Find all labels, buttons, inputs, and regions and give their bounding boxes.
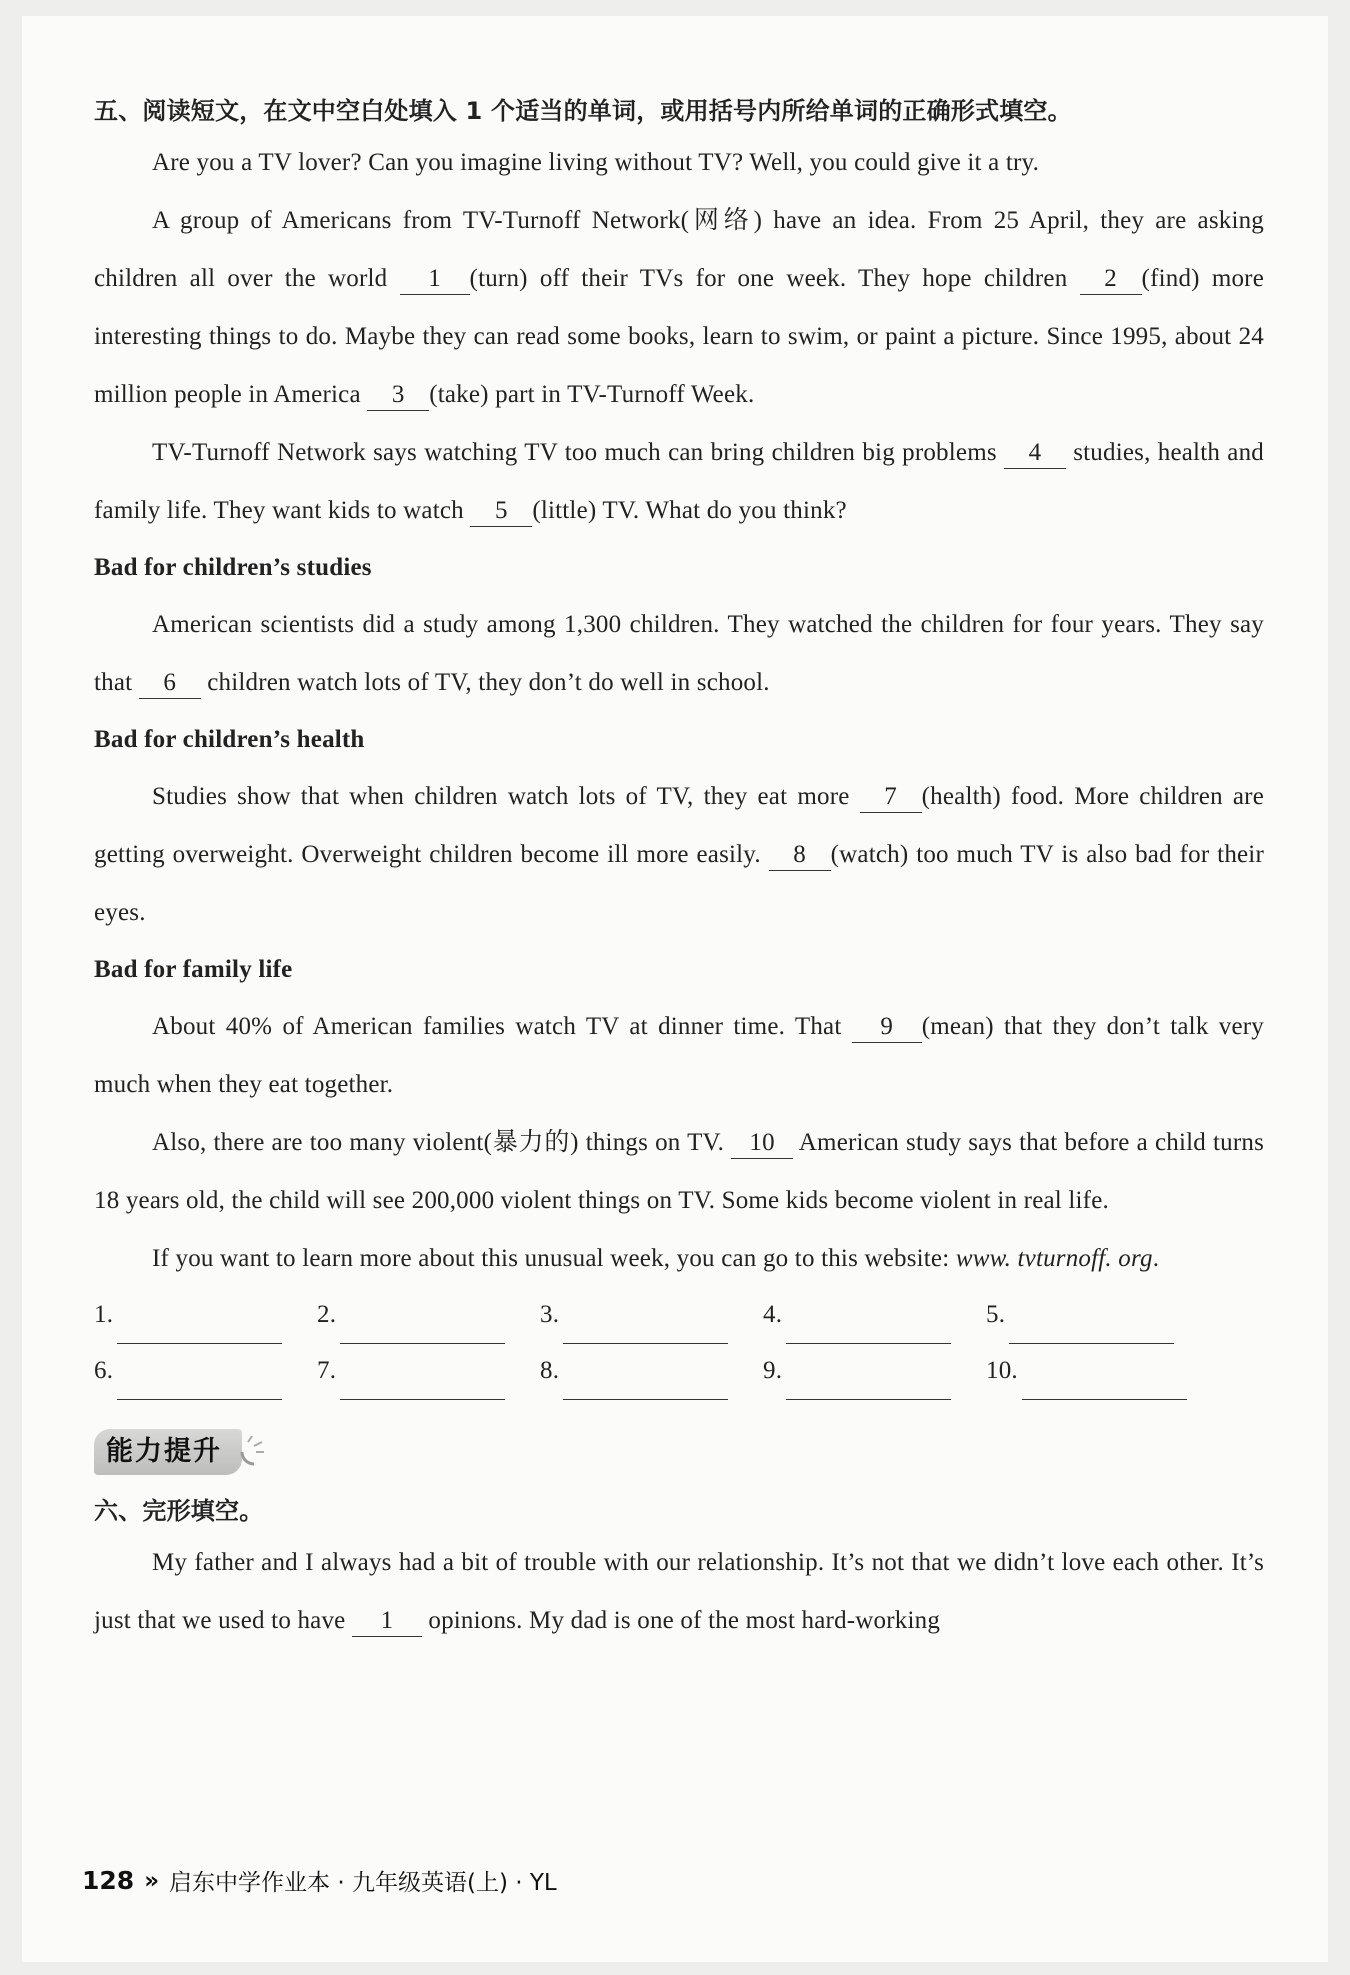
chevron-icon: » xyxy=(144,1867,160,1894)
answer-item: 4. xyxy=(763,1286,986,1344)
blank-9[interactable]: 9 xyxy=(852,1012,922,1043)
answer-item: 2. xyxy=(317,1286,540,1344)
answer-line[interactable] xyxy=(1009,1323,1174,1344)
cloze-blank-1[interactable]: 1 xyxy=(352,1606,422,1637)
ability-label: 能力提升 xyxy=(94,1429,242,1475)
paragraph-7: Also, there are too many violent(暴力的) things on TV. 10 American study says that before a child turns 18 years old, the child will see 200,000 violent things on TV. Some kids become violent in real life. xyxy=(94,1129,1264,1214)
answer-row-2 xyxy=(94,1344,1264,1400)
answer-row-1 xyxy=(94,1288,1264,1344)
section6-title: 六、完形填空。 xyxy=(94,1497,264,1525)
answer-item: 10. xyxy=(986,1342,1209,1400)
answer-item: 8. xyxy=(540,1342,763,1400)
answer-line[interactable] xyxy=(117,1379,282,1400)
answer-line[interactable] xyxy=(340,1379,505,1400)
paragraph-4: American scientists did a study among 1,300 children. They watched the children for four years. They say that 6 children watch lots of TV, they don’t do well in school. xyxy=(94,596,1264,712)
answer-item: 9. xyxy=(763,1342,986,1400)
content xyxy=(94,88,1264,1650)
ability-banner xyxy=(94,1424,1264,1480)
footer xyxy=(82,1864,557,1897)
section6-paragraph: My father and I always had a bit of trouble with our relationship. It’s not that we didn’t love each other. It’s just that we used to have 1 opinions. My dad is one of the most hard-working xyxy=(94,1534,1264,1650)
paragraph-6: About 40% of American families watch TV at dinner time. That 9 (mean) that they don’t talk very much when they eat together. xyxy=(94,1013,1264,1098)
answer-line[interactable] xyxy=(786,1323,951,1344)
burst-icon xyxy=(238,1434,266,1470)
blank-7[interactable]: 7 xyxy=(860,782,922,813)
subheading-family: Bad for family life xyxy=(94,956,293,983)
subheading-health: Bad for children’s health xyxy=(94,726,365,753)
answer-line[interactable] xyxy=(340,1323,505,1344)
section5-title: 五、阅读短文，在文中空白处填入 1 个适当的单词，或用括号内所给单词的正确形式填空。 xyxy=(94,97,1072,125)
paragraph-8: If you want to learn more about this unusual week, you can go to this website: www. tvturnoff. org. xyxy=(152,1245,1160,1272)
answer-line[interactable] xyxy=(117,1323,282,1344)
answer-line[interactable] xyxy=(563,1379,728,1400)
page-number: 128 xyxy=(82,1866,135,1895)
answer-line[interactable] xyxy=(786,1379,951,1400)
blank-4[interactable]: 4 xyxy=(1004,438,1066,469)
paragraph-2: A group of Americans from TV-Turnoff Network(网络) have an idea. From 25 April, they are asking children all over the world 1 (turn) off their TVs for one week. They hope children 2 (find) more interesting things to do. Maybe they can read some books, learn to swim, or paint a picture. Since 1995, about 24 million people in America 3 (take) part in TV-Turnoff Week. xyxy=(94,192,1264,424)
paragraph-3: TV-Turnoff Network says watching TV too much can bring children big problems 4 studies, health and family life. They want kids to watch 5 (little) TV. What do you think? xyxy=(94,424,1264,540)
blank-5[interactable]: 5 xyxy=(470,496,532,527)
paragraph-1: Are you a TV lover? Can you imagine living without TV? Well, you could give it a try. xyxy=(152,149,1040,176)
blank-10[interactable]: 10 xyxy=(731,1128,793,1159)
answer-item: 1. xyxy=(94,1286,317,1344)
book-title: 启东中学作业本 · 九年级英语(上) · YL xyxy=(169,1870,557,1896)
subheading-studies: Bad for children’s studies xyxy=(94,554,372,581)
answer-item: 5. xyxy=(986,1286,1209,1344)
answer-item: 7. xyxy=(317,1342,540,1400)
blank-3[interactable]: 3 xyxy=(367,380,429,411)
answer-line[interactable] xyxy=(1022,1379,1187,1400)
blank-2[interactable]: 2 xyxy=(1080,264,1142,295)
blank-1[interactable]: 1 xyxy=(400,264,470,295)
answer-item: 3. xyxy=(540,1286,763,1344)
blank-8[interactable]: 8 xyxy=(769,840,831,871)
answer-line[interactable] xyxy=(563,1323,728,1344)
website-link[interactable]: www. tvturnoff. org xyxy=(955,1245,1153,1272)
blank-6[interactable]: 6 xyxy=(139,668,201,699)
paragraph-5: Studies show that when children watch lots of TV, they eat more 7 (health) food. More children are getting overweight. Overweight children become ill more easily. 8 (watch) too much TV is also bad for their eyes. xyxy=(94,783,1265,926)
answer-item: 6. xyxy=(94,1342,317,1400)
